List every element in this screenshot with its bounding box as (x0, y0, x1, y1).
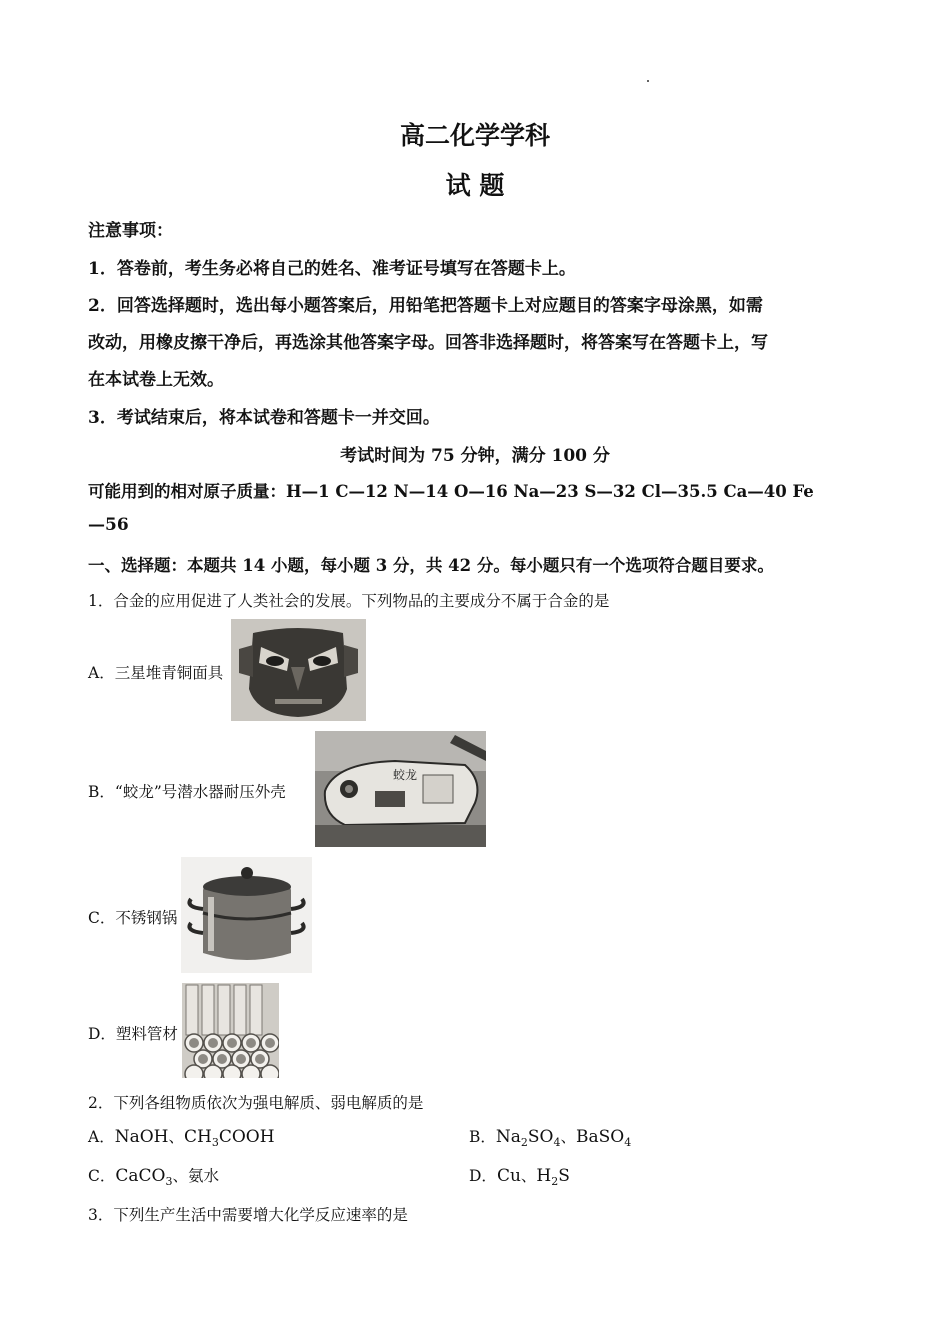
formula: Cu (496, 1166, 521, 1186)
formula: CaCO (115, 1166, 166, 1186)
notice-item: 2．回答选择题时，选出每小题答案后，用铅笔把答题卡上对应题目的答案字母涂黑，如需 (88, 296, 763, 316)
page-title: 高二化学学科 (399, 121, 550, 150)
subscript: 2 (551, 1175, 559, 1188)
question-2-stem: 2．下列各组物质依次为强电解质、弱电解质的是 (88, 1094, 424, 1112)
q2-option-c (88, 1164, 219, 1188)
section-heading: 一、选择题：本题共 14 小题，每小题 3 分，共 42 分。每小题只有一个选项符合题目要求。 (88, 556, 774, 575)
option-label: C． (88, 1167, 116, 1185)
steel-pot-image (181, 857, 312, 973)
question-1-stem: 1．合金的应用促进了人类社会的发展。下列物品的主要成分不属于合金的是 (88, 592, 610, 610)
submersible-image (315, 731, 486, 847)
q1-option-c: C．不锈钢锅 (88, 909, 178, 927)
q1-option-b: B．“蛟龙”号潜水器耐压外壳 (88, 783, 286, 801)
q1-option-a: A．三星堆青铜面具 (88, 664, 224, 682)
atomic-mass-line1: 可能用到的相对原子质量：H—1 C—12 N—14 O—16 Na—23 S—32 Cl—35.5 Ca—40 Fe (88, 482, 814, 501)
plastic-pipes-image (182, 983, 279, 1078)
notice-item: 在本试卷上无效。 (88, 370, 224, 390)
atomic-mass-line2: —56 (88, 515, 129, 535)
subscript: 4 (553, 1136, 561, 1149)
subscript: 3 (165, 1175, 173, 1188)
question-3-stem: 3．下列生产生活中需要增大化学反应速率的是 (88, 1206, 408, 1224)
notice-item: 1．答卷前，考生务必将自己的姓名、准考证号填写在答题卡上。 (88, 259, 576, 279)
q2-option-d (469, 1164, 570, 1188)
subscript: 2 (520, 1136, 528, 1149)
option-label: D． (469, 1167, 497, 1185)
separator: 、 (520, 1167, 537, 1185)
bronze-mask-image (231, 619, 366, 721)
exam-info: 考试时间为 75 分钟，满分 100 分 (340, 446, 610, 466)
formula: Na (495, 1127, 521, 1147)
speck-top (647, 80, 649, 82)
formula: CH (184, 1127, 212, 1147)
q2-option-b (469, 1125, 631, 1149)
separator: 、氨水 (172, 1167, 219, 1185)
formula: SO (527, 1127, 554, 1147)
separator: 、 (560, 1128, 577, 1146)
formula: BaSO (576, 1127, 625, 1147)
notice-item: 改动，用橡皮擦干净后，再选涂其他答案字母。回答非选择题时，将答案写在答题卡上，写 (88, 333, 768, 353)
page-subtitle: 试 题 (445, 171, 505, 200)
subscript: 3 (211, 1136, 219, 1149)
q1-option-d: D．塑料管材 (88, 1025, 178, 1043)
formula: COOH (218, 1127, 275, 1147)
separator: 、 (168, 1128, 184, 1146)
notice-item: 3．考试结束后，将本试卷和答题卡一并交回。 (88, 408, 440, 428)
formula: S (558, 1166, 570, 1186)
q2-option-a (88, 1125, 275, 1149)
formula: NaOH (114, 1127, 169, 1147)
submersible-label: 蛟龙 (393, 768, 418, 782)
subscript: 4 (624, 1136, 632, 1149)
option-label: B． (469, 1128, 496, 1146)
notice-heading: 注意事项： (88, 221, 173, 241)
formula: H (536, 1166, 552, 1186)
option-label: A． (88, 1128, 115, 1146)
